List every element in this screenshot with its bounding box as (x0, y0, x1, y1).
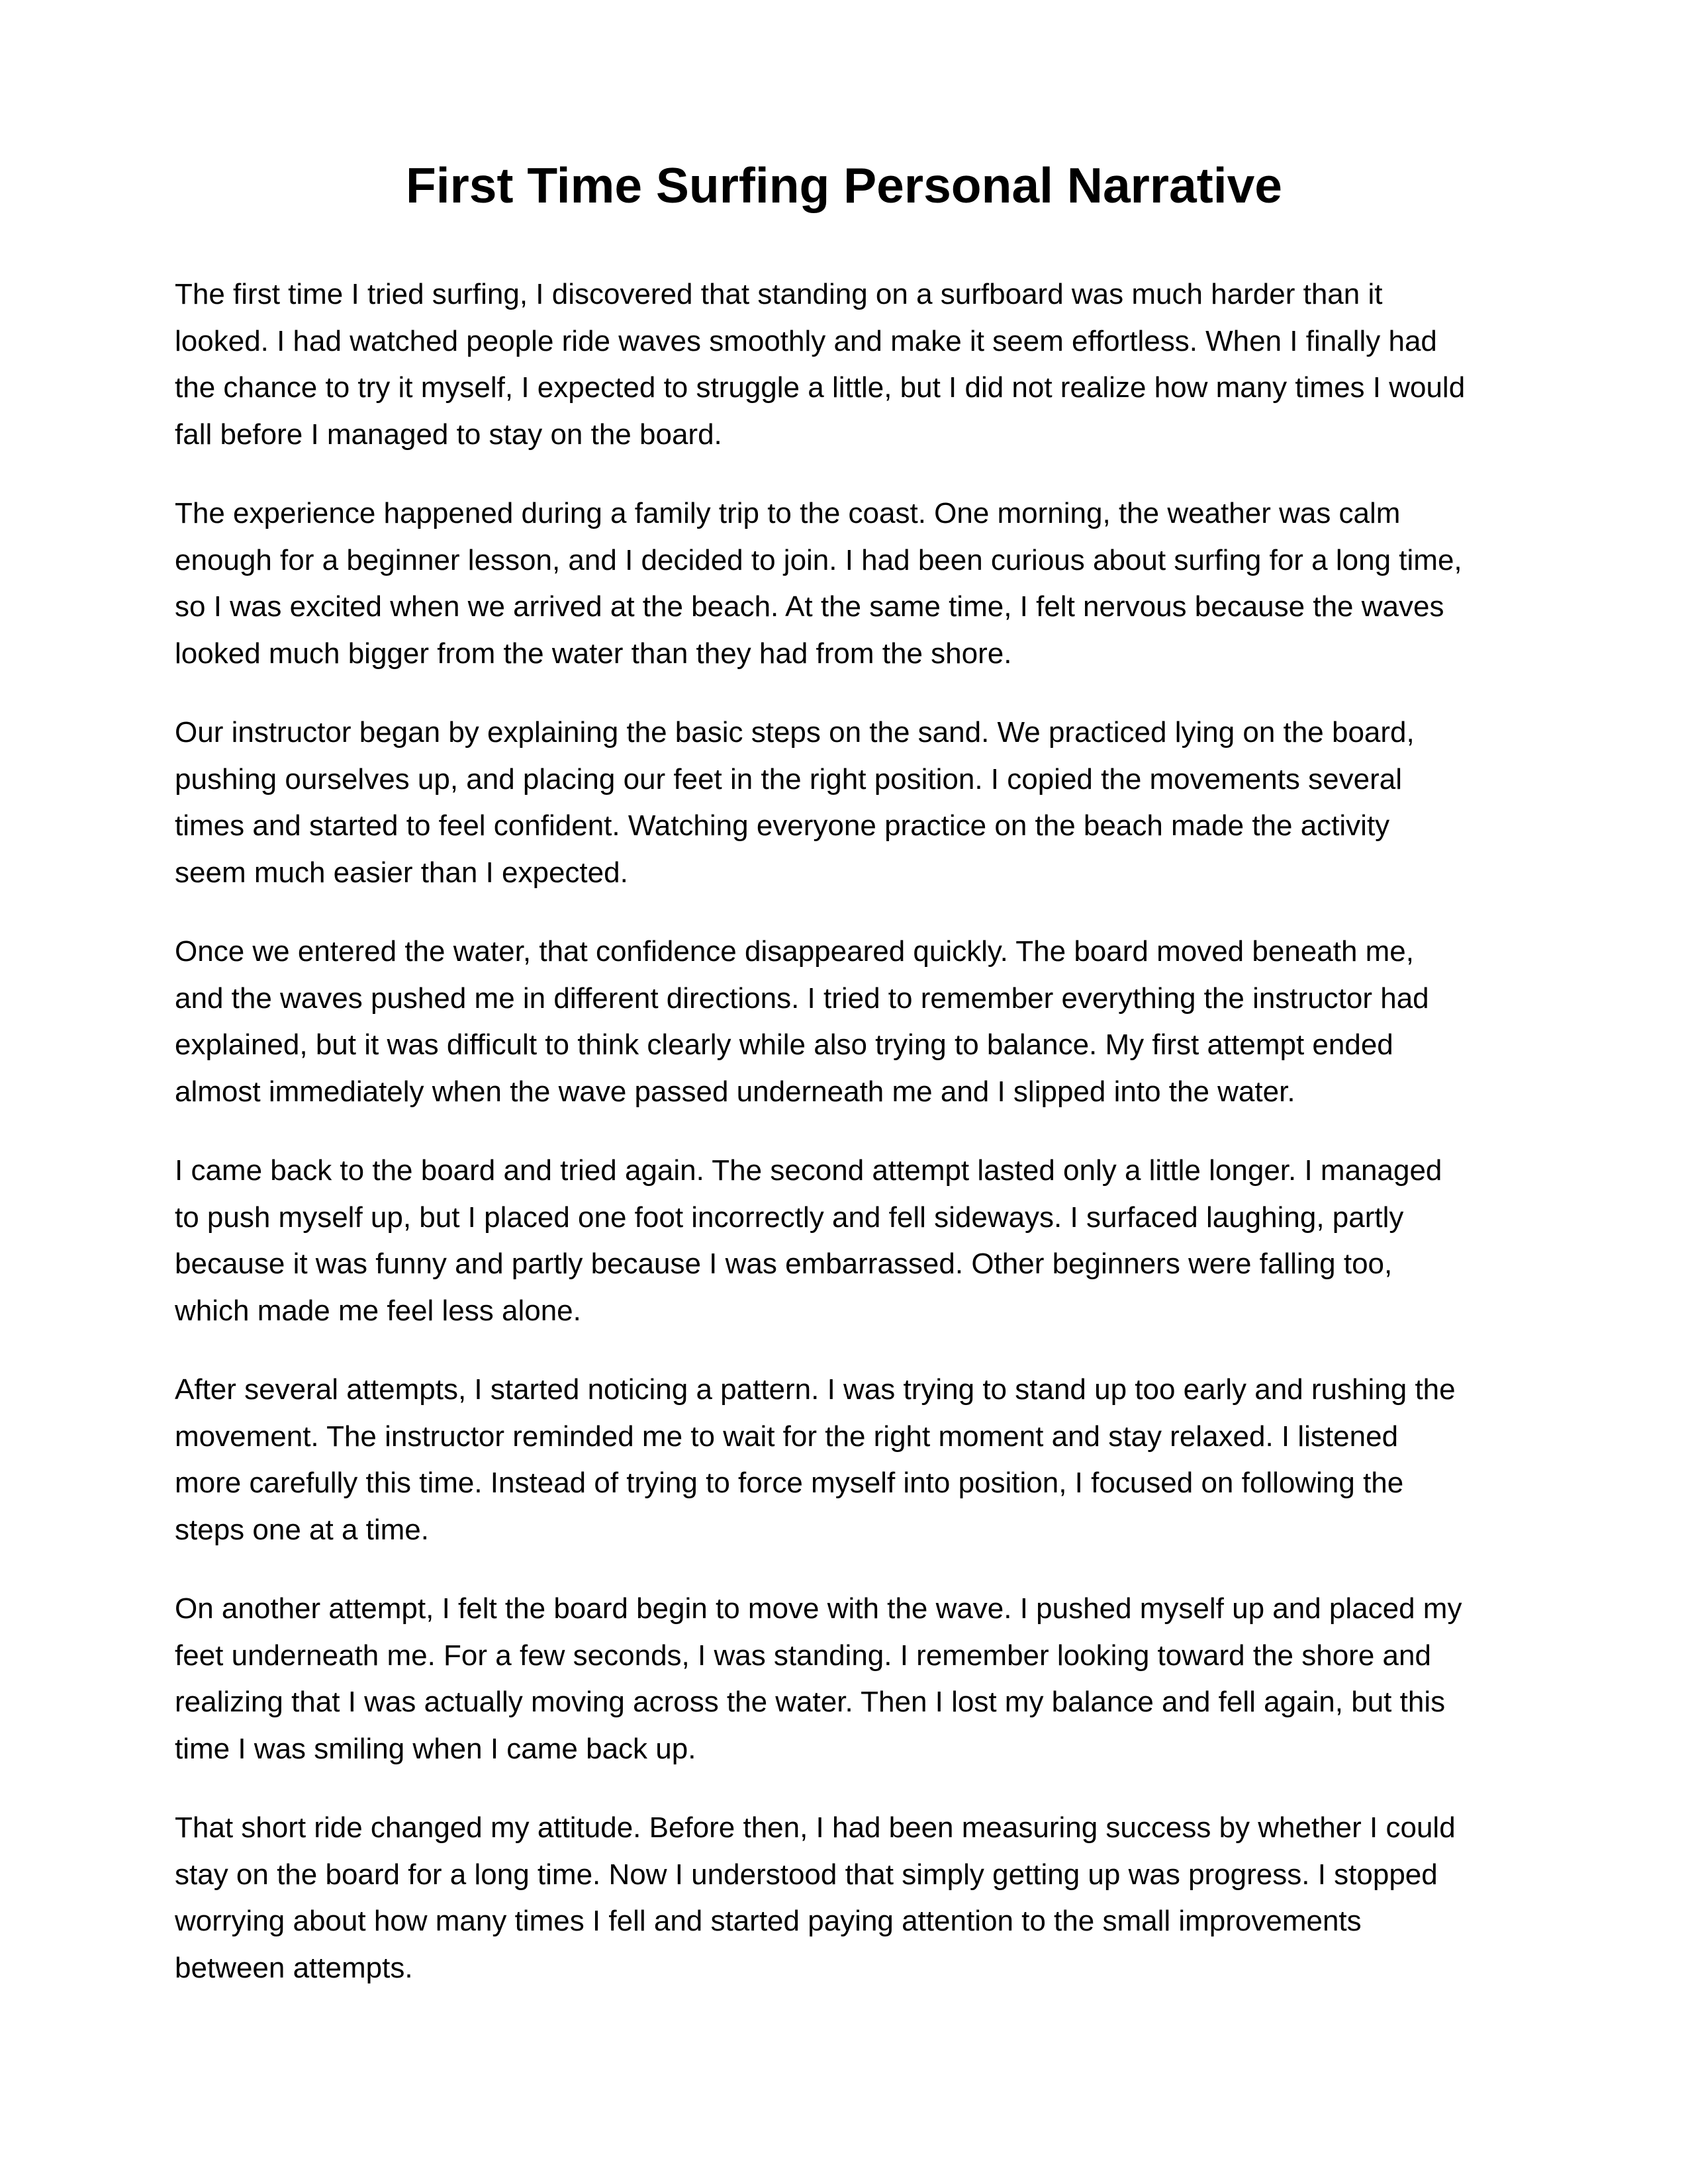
paragraph-2: The experience happened during a family trip to the coast. One morning, the weather was calm enough for a beginner lesson, and I decided to join. I had been curious about surfing for a long time, so I was excited when we arrived at the beach. At the same time, I felt nervous because the waves looked much bigger from the water than they had from the shore. (175, 497, 1462, 670)
paragraph-4: Once we entered the water, that confidence disappeared quickly. The board moved beneath me, and the waves pushed me in different directions. I tried to remember everything the instructor had explained, but it was difficult to think clearly while also trying to balance. My first attempt ended almost immediately when the wave passed underneath me and I slipped into the water. (175, 935, 1429, 1108)
paragraph-7: On another attempt, I felt the board begin to move with the wave. I pushed myself up and placed my feet underneath me. For a few seconds, I was standing. I remember looking toward the shore and realizing that I was actually moving across the water. Then I lost my balance and fell again, but this time I was smiling when I came back up. (175, 1592, 1462, 1765)
paragraph-1: The first time I tried surfing, I discovered that standing on a surfboard was much harder than it looked. I had watched people ride waves smoothly and make it seem effortless. When I finally had the chance to try it myself, I expected to struggle a little, but I did not realize how many times I would fall before I managed to stay on the board. (175, 278, 1466, 451)
document-body (175, 271, 1519, 2024)
paragraph-5: I came back to the board and tried again. The second attempt lasted only a little longer. I managed to push myself up, but I placed one foot incorrectly and fell sideways. I surfaced laughing, partly because it was funny and partly because I was embarrassed. Other beginners were falling too, which made me feel less alone. (175, 1154, 1442, 1327)
document-title: First Time Surfing Personal Narrative (405, 158, 1283, 213)
paragraph-8: That short ride changed my attitude. Before then, I had been measuring success by whether I could stay on the board for a long time. Now I understood that simply getting up was progress. I stopped worrying about how many times I fell and started paying attention to the small improvements between attempts. (175, 1811, 1456, 1984)
paragraph-3: Our instructor began by explaining the basic steps on the sand. We practiced lying on the board, pushing ourselves up, and placing our feet in the right position. I copied the movements several times and started to feel confident. Watching everyone practice on the beach made the activity seem much easier than I expected. (175, 716, 1415, 889)
paragraph-6: After several attempts, I started noticing a pattern. I was trying to stand up too early and rushing the movement. The instructor reminded me to wait for the right moment and stay relaxed. I listened more carefully this time. Instead of trying to force myself into position, I focused on following the steps one at a time. (175, 1373, 1456, 1546)
